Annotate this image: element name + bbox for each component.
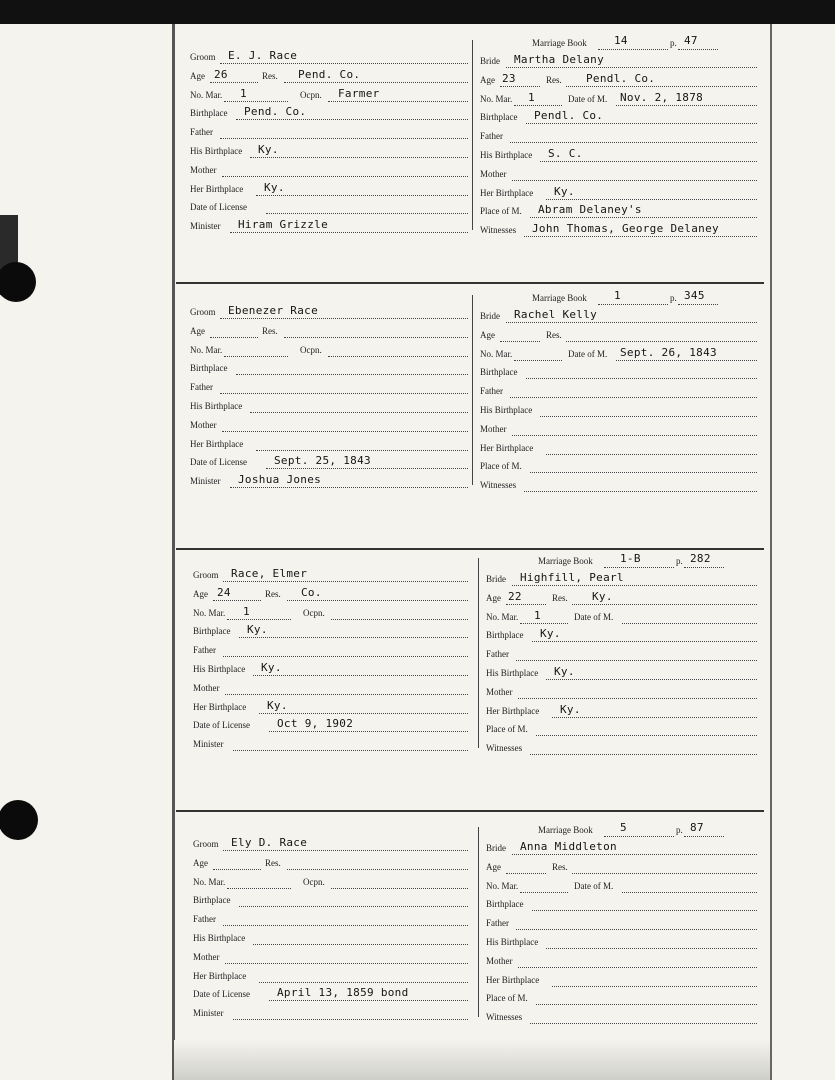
marriage-book-label: Marriage Book — [538, 825, 593, 835]
field-line — [506, 322, 757, 323]
field-line — [684, 567, 724, 568]
field-label: Date of License — [190, 202, 247, 213]
field-line — [510, 397, 757, 398]
field-label: Mother — [190, 419, 217, 430]
field-label: Date of License — [190, 457, 247, 468]
field-label: Mother — [480, 168, 507, 179]
field-label: Birthplace — [480, 367, 518, 378]
field-line — [678, 304, 718, 305]
field-label: Res. — [265, 588, 281, 599]
bride-no-mar-value: 1 — [534, 608, 541, 622]
marriage-book-label: Marriage Book — [532, 293, 587, 303]
field-line — [616, 105, 757, 106]
field-label: His Birthplace — [480, 405, 533, 415]
field-label: Her Birthplace — [190, 183, 244, 194]
field-line — [250, 157, 468, 158]
field-label: Witnesses — [486, 743, 523, 754]
bride-bride-value: Rachel Kelly — [514, 308, 598, 321]
field-label: No. Mar. — [480, 93, 513, 104]
punch-hole — [0, 262, 36, 302]
bride-his-birthplace-value: S. C. — [548, 147, 583, 160]
punch-hole — [0, 800, 38, 840]
field-line — [518, 698, 757, 699]
field-line — [526, 378, 757, 379]
field-line — [524, 491, 757, 492]
field-line — [225, 963, 468, 964]
field-label: Age — [480, 74, 495, 85]
marriage-book-label: Marriage Book — [538, 556, 593, 566]
field-label: Age — [190, 70, 205, 81]
field-label: Date of License — [193, 720, 250, 731]
field-line — [684, 836, 724, 837]
field-line — [518, 967, 757, 968]
page-right-edge — [770, 24, 772, 1080]
field-label: Age — [486, 592, 501, 603]
field-line — [230, 232, 468, 233]
field-label: Birthplace — [480, 112, 518, 123]
field-label: Age — [486, 861, 501, 872]
field-line — [530, 1023, 757, 1024]
bride-place-of-m-value: Abram Delaney's — [538, 203, 642, 217]
field-label: Age — [193, 857, 208, 868]
field-line — [210, 82, 258, 83]
field-label: His Birthplace — [486, 668, 539, 678]
field-label: His Birthplace — [193, 933, 246, 943]
card-separator — [176, 282, 764, 284]
field-line — [540, 416, 757, 417]
field-line — [220, 63, 468, 64]
field-line — [540, 161, 757, 162]
field-label: Birthplace — [193, 626, 231, 637]
field-line — [287, 869, 468, 870]
field-line — [510, 142, 757, 143]
bride-bride-value: Highfill, Pearl — [520, 571, 624, 584]
field-line — [678, 49, 718, 50]
page-left-edge — [172, 24, 175, 1080]
field-label: Birthplace — [193, 895, 231, 906]
bride-no-mar-value: 1 — [528, 90, 535, 104]
field-line — [287, 600, 468, 601]
field-line — [284, 82, 468, 83]
field-label: His Birthplace — [190, 401, 243, 411]
field-label: Bride — [480, 56, 500, 66]
field-line — [210, 337, 258, 338]
field-line — [256, 450, 468, 451]
groom-minister-value: Hiram Grizzle — [238, 218, 328, 232]
field-label: No. Mar. — [486, 880, 519, 891]
field-label: Place of M. — [480, 461, 522, 472]
field-label: Her Birthplace — [480, 442, 534, 453]
field-label: Bride — [486, 574, 506, 584]
field-line — [500, 341, 540, 342]
field-line — [598, 304, 668, 305]
field-label: Minister — [193, 1008, 224, 1019]
field-line — [604, 836, 674, 837]
groom-her-birthplace-value: Ky. — [264, 180, 285, 194]
field-line — [227, 888, 291, 889]
bride-age-value: 23 — [502, 71, 516, 85]
field-label: Her Birthplace — [193, 701, 247, 712]
card-column-divider — [472, 295, 473, 485]
field-label: Father — [193, 645, 216, 656]
field-line — [239, 906, 468, 907]
field-label: His Birthplace — [480, 150, 533, 160]
field-line — [222, 176, 468, 177]
field-line — [250, 412, 468, 413]
groom-date-of-license-value: Oct 9, 1902 — [277, 717, 354, 731]
field-label: Mother — [193, 682, 220, 693]
field-label: Date of License — [193, 989, 250, 1000]
bride-witnesses-value: John Thomas, George Delaney — [532, 222, 719, 236]
field-label: Birthplace — [486, 899, 524, 910]
bride-her-birthplace-value: Ky. — [560, 702, 581, 716]
groom-age-value: 24 — [217, 585, 231, 599]
groom-no-mar-value: 1 — [243, 604, 250, 618]
marriage-book-label: Marriage Book — [532, 38, 587, 48]
field-line — [223, 656, 468, 657]
card-separator — [176, 810, 764, 812]
field-line — [269, 1000, 468, 1001]
field-label: Groom — [193, 570, 219, 580]
field-line — [213, 869, 261, 870]
groom-minister-value: Joshua Jones — [238, 473, 322, 487]
field-label: Birthplace — [190, 108, 228, 119]
bride-birthplace-value: Ky. — [540, 627, 561, 641]
field-label: Her Birthplace — [480, 187, 534, 198]
field-label: Her Birthplace — [486, 974, 540, 985]
bride-res-value: Pendl. Co. — [586, 71, 656, 85]
field-label: Res. — [262, 325, 278, 336]
field-label: Groom — [190, 52, 216, 62]
field-label: Witnesses — [480, 480, 517, 491]
field-line — [572, 604, 757, 605]
field-label: Mother — [486, 686, 513, 697]
field-label: Mother — [480, 423, 507, 434]
field-label: Groom — [190, 307, 216, 317]
field-label: Mother — [486, 955, 513, 966]
field-line — [239, 637, 468, 638]
page-number-value: 47 — [684, 34, 698, 47]
page-number-value: 87 — [690, 821, 704, 834]
field-line — [526, 123, 757, 124]
bride-bride-value: Anna Middleton — [520, 840, 617, 853]
page-number-value: 345 — [684, 289, 705, 302]
scan-top-border — [0, 0, 835, 24]
field-line — [514, 105, 562, 106]
field-label: Ocpn. — [303, 607, 325, 618]
field-line — [512, 585, 757, 586]
field-line — [223, 925, 468, 926]
bride-her-birthplace-value: Ky. — [554, 184, 575, 198]
field-line — [512, 435, 757, 436]
field-label: Place of M. — [480, 206, 522, 217]
field-line — [236, 374, 468, 375]
field-line — [224, 101, 288, 102]
field-label: Res. — [265, 857, 281, 868]
field-line — [233, 1019, 468, 1020]
field-line — [532, 910, 757, 911]
field-line — [500, 86, 540, 87]
bride-res-value: Ky. — [592, 589, 613, 603]
groom-no-mar-value: 1 — [240, 86, 247, 100]
field-line — [223, 850, 468, 851]
groom-name-value: E. J. Race — [228, 49, 298, 62]
field-label: Place of M. — [486, 993, 528, 1004]
field-line — [516, 660, 757, 661]
field-line — [520, 623, 568, 624]
field-label: No. Mar. — [190, 344, 223, 355]
field-line — [530, 754, 757, 755]
field-line — [230, 487, 468, 488]
field-line — [622, 623, 757, 624]
field-label: Birthplace — [486, 630, 524, 641]
field-line — [220, 393, 468, 394]
field-label: Res. — [552, 861, 568, 872]
field-line — [524, 236, 757, 237]
field-line — [259, 713, 468, 714]
field-label: Mother — [193, 951, 220, 962]
marriage-book-value: 1-B — [620, 552, 641, 565]
field-line — [331, 619, 468, 620]
field-label: Date of M. — [568, 348, 608, 359]
field-line — [598, 49, 668, 50]
field-line — [331, 888, 468, 889]
field-line — [266, 213, 468, 214]
field-label: No. Mar. — [190, 89, 223, 100]
field-label: Her Birthplace — [486, 705, 540, 716]
bride-date-of-m-value: Sept. 26, 1843 — [620, 345, 717, 359]
groom-her-birthplace-value: Ky. — [267, 698, 288, 712]
field-line — [532, 641, 757, 642]
field-line — [604, 567, 674, 568]
groom-name-value: Ely D. Race — [231, 836, 308, 849]
field-line — [514, 360, 562, 361]
page-label: p. — [676, 556, 683, 566]
groom-birthplace-value: Ky. — [247, 623, 268, 637]
field-label: Her Birthplace — [190, 438, 244, 449]
groom-name-value: Race, Elmer — [231, 567, 308, 580]
page-label: p. — [670, 293, 677, 303]
field-line — [520, 892, 568, 893]
field-line — [546, 199, 757, 200]
bride-bride-value: Martha Delany — [514, 53, 604, 66]
field-line — [552, 717, 757, 718]
groom-his-birthplace-value: Ky. — [261, 661, 282, 674]
card-column-divider — [478, 558, 479, 748]
field-line — [222, 431, 468, 432]
groom-birthplace-value: Pend. Co. — [244, 105, 307, 119]
field-label: Ocpn. — [300, 89, 322, 100]
field-label: No. Mar. — [486, 611, 519, 622]
field-label: Place of M. — [486, 724, 528, 735]
field-line — [546, 948, 757, 949]
groom-name-value: Ebenezer Race — [228, 304, 318, 317]
field-line — [233, 750, 468, 751]
field-line — [223, 581, 468, 582]
groom-date-of-license-value: April 13, 1859 bond — [277, 986, 409, 1000]
page-number-value: 282 — [690, 552, 711, 565]
field-label: Age — [480, 329, 495, 340]
field-label: No. Mar. — [193, 876, 226, 887]
field-line — [546, 679, 757, 680]
field-line — [506, 67, 757, 68]
bride-age-value: 22 — [508, 589, 522, 603]
groom-ocpn-value: Farmer — [338, 86, 380, 100]
field-line — [616, 360, 757, 361]
field-line — [552, 986, 757, 987]
field-label: Mother — [190, 164, 217, 175]
marriage-book-value: 1 — [614, 289, 621, 302]
field-line — [506, 873, 546, 874]
card-column-divider — [472, 40, 473, 230]
marriage-book-value: 14 — [614, 34, 628, 47]
field-label: Res. — [546, 329, 562, 340]
bride-birthplace-value: Pendl. Co. — [534, 109, 604, 123]
field-label: Father — [190, 127, 213, 138]
field-line — [328, 101, 468, 102]
field-line — [227, 619, 291, 620]
field-label: Father — [190, 382, 213, 393]
field-line — [536, 1004, 757, 1005]
field-line — [225, 694, 468, 695]
field-label: Res. — [262, 70, 278, 81]
field-line — [284, 337, 468, 338]
field-line — [546, 454, 757, 455]
field-label: Res. — [546, 74, 562, 85]
field-label: Father — [193, 914, 216, 925]
field-label: Birthplace — [190, 363, 228, 374]
field-label: Ocpn. — [303, 876, 325, 887]
field-label: Date of M. — [574, 611, 614, 622]
field-label: Father — [486, 918, 509, 929]
field-line — [236, 119, 468, 120]
field-label: Father — [480, 131, 503, 142]
field-label: Witnesses — [480, 225, 517, 236]
field-line — [622, 892, 757, 893]
groom-his-birthplace-value: Ky. — [258, 143, 279, 156]
field-line — [512, 854, 757, 855]
field-line — [253, 944, 468, 945]
marriage-book-value: 5 — [620, 821, 627, 834]
field-label: His Birthplace — [190, 146, 243, 156]
field-line — [224, 356, 288, 357]
field-line — [516, 929, 757, 930]
field-label: Date of M. — [568, 93, 608, 104]
field-label: Minister — [190, 221, 221, 232]
field-line — [512, 180, 757, 181]
field-label: Date of M. — [574, 880, 614, 891]
field-label: Groom — [193, 839, 219, 849]
field-line — [566, 86, 757, 87]
field-line — [566, 341, 757, 342]
field-line — [256, 195, 468, 196]
field-line — [530, 217, 757, 218]
field-line — [572, 873, 757, 874]
field-label: Bride — [486, 843, 506, 853]
field-line — [269, 731, 468, 732]
groom-age-value: 26 — [214, 67, 228, 81]
field-line — [213, 600, 261, 601]
field-label: Age — [190, 325, 205, 336]
field-line — [506, 604, 546, 605]
page-label: p. — [676, 825, 683, 835]
field-line — [530, 472, 757, 473]
field-label: Father — [480, 386, 503, 397]
field-line — [536, 735, 757, 736]
field-label: Bride — [480, 311, 500, 321]
field-label: No. Mar. — [480, 348, 513, 359]
bride-his-birthplace-value: Ky. — [554, 665, 575, 678]
field-line — [253, 675, 468, 676]
page-bottom-shading — [174, 1040, 770, 1080]
field-label: Res. — [552, 592, 568, 603]
field-label: Minister — [193, 739, 224, 750]
field-label: Her Birthplace — [193, 970, 247, 981]
field-label: Ocpn. — [300, 344, 322, 355]
bride-date-of-m-value: Nov. 2, 1878 — [620, 90, 704, 104]
field-label: No. Mar. — [193, 607, 226, 618]
field-label: His Birthplace — [486, 937, 539, 947]
card-separator — [176, 548, 764, 550]
field-line — [266, 468, 468, 469]
field-line — [328, 356, 468, 357]
field-label: Father — [486, 649, 509, 660]
groom-date-of-license-value: Sept. 25, 1843 — [274, 454, 371, 468]
card-column-divider — [478, 827, 479, 1017]
field-line — [220, 318, 468, 319]
field-label: Witnesses — [486, 1012, 523, 1023]
field-label: His Birthplace — [193, 664, 246, 674]
groom-res-value: Co. — [301, 585, 322, 599]
page-label: p. — [670, 38, 677, 48]
field-label: Minister — [190, 476, 221, 487]
field-line — [220, 138, 468, 139]
groom-res-value: Pend. Co. — [298, 67, 361, 81]
field-label: Age — [193, 588, 208, 599]
field-line — [259, 982, 468, 983]
